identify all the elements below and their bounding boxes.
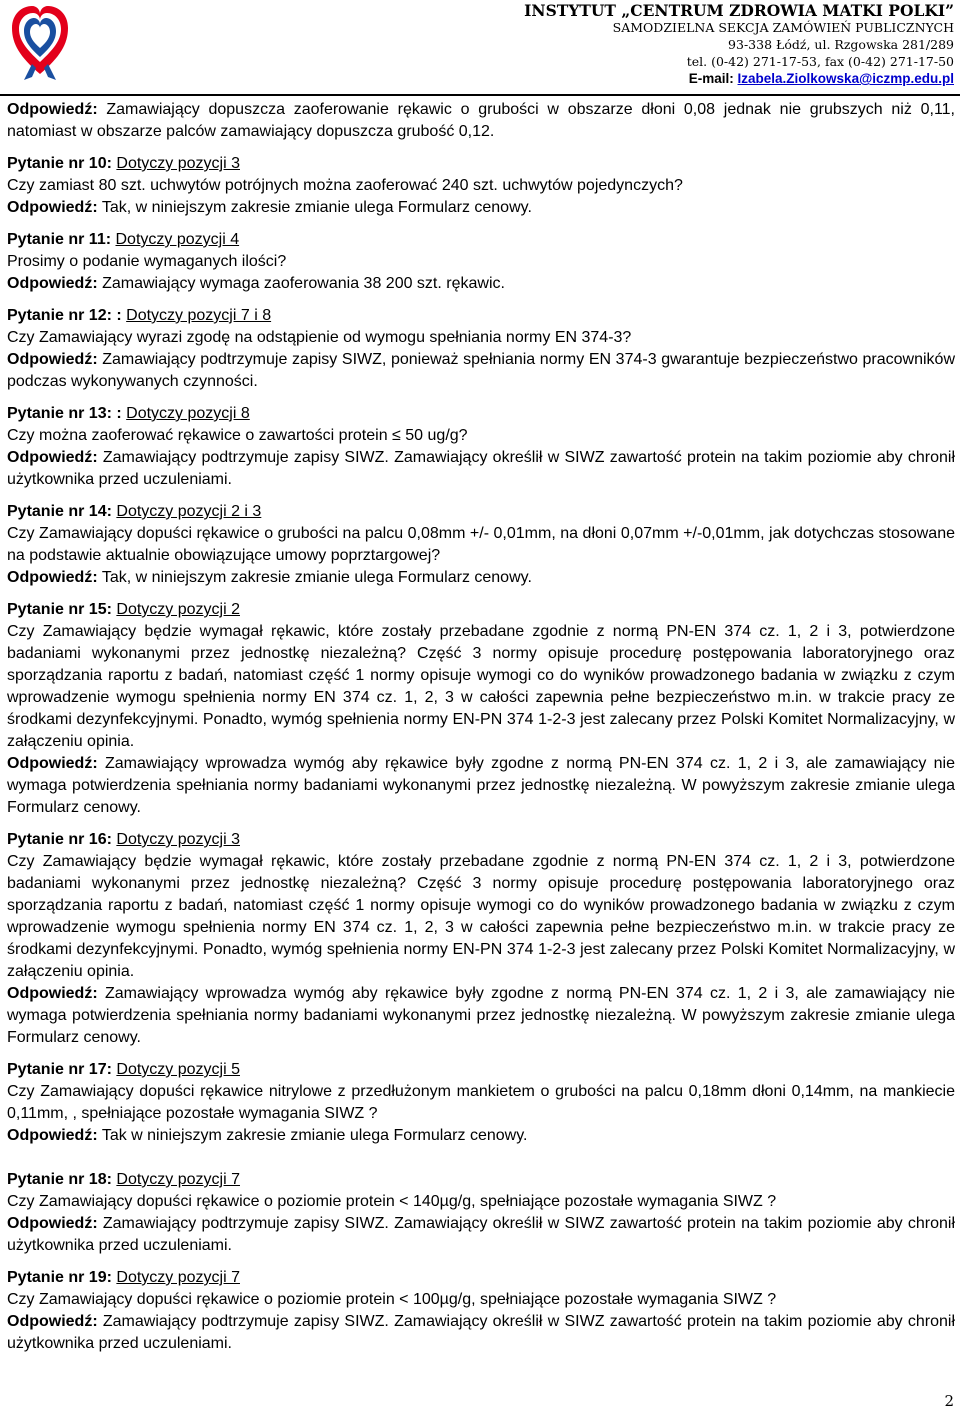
answer-text: Zamawiający wymaga zaoferowania 38 200 szt. rękawic. (97, 275, 505, 292)
answer-label: Odpowiedź: (7, 351, 98, 368)
answer-label: Odpowiedź: (7, 755, 98, 772)
header-divider (0, 94, 960, 96)
question-text: Czy Zamawiający dopuści rękawice nitrylowe z przedłużonym mankietem o grubości na palcu 0,18mm dłoni 0,14mm, na mankiecie 0,11mm, , spełniające pozostałe wymagania SIWZ ? (7, 1083, 955, 1122)
question-10 (7, 153, 955, 219)
answer-label: Odpowiedź: (7, 1313, 98, 1330)
question-label: Pytanie nr 14: (7, 503, 112, 520)
answer-text: Zamawiający podtrzymuje zapisy SIWZ. Zamawiający określił w SIWZ zawartość protein na takim poziomie aby chronił użytkownika przed uczuleniami. (7, 1215, 955, 1254)
question-ref: Dotyczy pozycji 2 (116, 601, 240, 618)
question-label: Pytanie nr 10: (7, 155, 112, 172)
question-15 (7, 599, 955, 819)
question-ref: Dotyczy pozycji 8 (126, 405, 250, 422)
question-label: Pytanie nr 11: (7, 231, 112, 248)
question-label: Pytanie nr 16: (7, 831, 112, 848)
question-14 (7, 501, 955, 589)
letterhead (0, 0, 960, 92)
question-text: Czy Zamawiający dopuści rękawice o poziomie protein < 140µg/g, spełniające pozostałe wymagania SIWZ ? (7, 1193, 777, 1210)
question-ref: Dotyczy pozycji 7 i 8 (126, 307, 272, 324)
answer-text: Zamawiający podtrzymuje zapisy SIWZ. Zamawiający określił w SIWZ zawartość protein na takim poziomie aby chronił użytkownika przed uczuleniami. (7, 1313, 955, 1352)
email-label: E-mail: (688, 71, 738, 86)
question-text: Czy zamiast 80 szt. uchwytów potrójnych można zaoferować 240 szt. uchwytów pojedynczych? (7, 177, 683, 194)
question-19 (7, 1267, 955, 1355)
answer-text: Tak, w niniejszym zakresie zmianie ulega Formularz cenowy. (97, 199, 532, 216)
question-text: Czy Zamawiający wyrazi zgodę na odstąpienie od wymogu spełniania normy EN 374-3? (7, 329, 632, 346)
answer-label: Odpowiedź: (7, 449, 98, 466)
question-label: Pytanie nr 12: : (7, 307, 122, 324)
answer-text: Zamawiający wprowadza wymóg aby rękawice były zgodne z normą PN-EN 374 cz. 1, 2 i 3, ale zamawiający nie wymaga potwierdzenia spełniania normy badaniami wykonanymi przez jednostkę niezależną. W powyższym zakresie zmianie ulega Formularz cenowy. (7, 755, 955, 816)
document-body (7, 99, 955, 1365)
question-18 (7, 1169, 955, 1257)
institute-name: INSTYTUT „CENTRUM ZDROWIA MATKI POLKI” (524, 1, 954, 20)
answer-text: Tak, w niniejszym zakresie zmianie ulega Formularz cenowy. (97, 569, 532, 586)
answer-label: Odpowiedź: (7, 275, 98, 292)
answer-label: Odpowiedź: (7, 985, 98, 1002)
question-text: Prosimy o podanie wymaganych ilości? (7, 253, 287, 270)
question-ref: Dotyczy pozycji 3 (116, 155, 240, 172)
answer-text: Zamawiający dopuszcza zaoferowanie rękawic o grubości w obszarze dłoni 0,08 jednak nie grubszych niż 0,11, natomiast w obszarze palców zamawiający dopuszcza grubość 0,12. (7, 101, 955, 140)
question-11 (7, 229, 955, 295)
question-13 (7, 403, 955, 491)
question-ref: Dotyczy pozycji 2 i 3 (116, 503, 262, 520)
question-label: Pytanie nr 13: : (7, 405, 122, 422)
question-text: Czy Zamawiający będzie wymagał rękawic, które zostały przebadane zgodnie z normą PN-EN 374 cz. 1, 2 i 3, potwierdzone badaniami wykonanymi przez jednostkę niezależną? Część 3 normy opisuje procedurę postępowania laboratoryjnego oraz sporządzania raportu z badań, natomiast część 1 normy opisuje wymogi co do wyników prowadzonego badania w związku z czym wprowadzenie wymogu spełnienia normy EN 374 cz. 1, 2, 3 w całości zapewnia pełne bezpieczeństwo m.in. w trakcie pracy ze środkami dezynfekcyjnymi. Ponadto, wymóg spełnienia normy EN-PN 374 1-2-3 jest zalecany przez Polski Komitet Normalizacyjny, w załączeniu opinia. (7, 853, 955, 980)
email-line (524, 70, 954, 87)
question-text: Czy można zaoferować rękawice o zawartości protein ≤ 50 ug/g? (7, 427, 468, 444)
answer-label: Odpowiedź: (7, 569, 98, 586)
question-ref: Dotyczy pozycji 3 (116, 831, 240, 848)
answer-text: Zamawiający podtrzymuje zapisy SIWZ. Zamawiający określił w SIWZ zawartość protein na takim poziomie aby chronił użytkownika przed uczuleniami. (7, 449, 955, 488)
phone-fax: tel. (0-42) 271-17-53, fax (0-42) 271-17-50 (686, 54, 954, 69)
question-label: Pytanie nr 15: (7, 601, 112, 618)
question-ref: Dotyczy pozycji 7 (116, 1171, 240, 1188)
page-number: 2 (944, 1392, 954, 1410)
question-label: Pytanie nr 17: (7, 1061, 112, 1078)
answer-text: Zamawiający podtrzymuje zapisy SIWZ, ponieważ spełniania normy EN 374-3 gwarantuje bezpieczeństwo pracowników podczas wykonywanych czynności. (7, 351, 955, 390)
less-or-equal-symbol: ≤ (392, 427, 401, 444)
question-text: Czy Zamawiający dopuści rękawice o grubości na palcu 0,08mm +/- 0,01mm, na dłoni 0,07mm +/-0,01mm, jak dotychczas stosowane na podstawie aktualnie obowiązujące umowy poprztargowej? (7, 525, 955, 564)
answer-label: Odpowiedź: (7, 1215, 98, 1232)
email-link[interactable]: Izabela.Ziolkowska@iczmp.edu.pl (737, 71, 954, 86)
answer-label: Odpowiedź: (7, 199, 98, 216)
answer-label: Odpowiedź: (7, 1127, 98, 1144)
question-label: Pytanie nr 18: (7, 1171, 112, 1188)
question-17 (7, 1059, 955, 1147)
answer-text: Tak w niniejszym zakresie zmianie ulega Formularz cenowy. (97, 1127, 528, 1144)
question-12 (7, 305, 955, 393)
question-text: Czy Zamawiający będzie wymagał rękawic, które zostały przebadane zgodnie z normą PN-EN 374 cz. 1, 2 i 3, potwierdzone badaniami wykonanymi przez jednostkę niezależną? Część 3 normy opisuje procedurę postępowania laboratoryjnego oraz sporządzania raportu z badań, natomiast część 1 normy opisuje wymogi co do wyników prowadzonego badania w związku z czym wprowadzenie wymogu spełnienia normy EN 374 cz. 1, 2, 3 w całości zapewnia pełne bezpieczeństwo m.in. w trakcie pracy ze środkami dezynfekcyjnymi. Ponadto, wymóg spełnienia normy EN-PN 374 1-2-3 jest zalecany przez Polski Komitet Normalizacyjny, w załączeniu opinia. (7, 623, 955, 750)
question-ref: Dotyczy pozycji 7 (116, 1269, 240, 1286)
question-label: Pytanie nr 19: (7, 1269, 112, 1286)
answer-text: Zamawiający wprowadza wymóg aby rękawice były zgodne z normą PN-EN 374 cz. 1, 2 i 3, ale zamawiający nie wymaga potwierdzenia spełniania normy badaniami wykonanymi przez jednostkę niezależną. W powyższym zakresie zmianie ulega Formularz cenowy. (7, 985, 955, 1046)
question-ref: Dotyczy pozycji 4 (115, 231, 240, 248)
heart-logo-icon (10, 2, 70, 82)
question-16 (7, 829, 955, 1049)
intro-answer (7, 99, 955, 143)
answer-label: Odpowiedź: (7, 101, 98, 118)
section-name: SAMODZIELNA SEKCJA ZAMÓWIEŃ PUBLICZNYCH (612, 20, 954, 35)
address: 93-338 Łódź, ul. Rzgowska 281/289 (728, 37, 954, 52)
question-ref: Dotyczy pozycji 5 (116, 1061, 240, 1078)
question-text: Czy Zamawiający dopuści rękawice o poziomie protein < 100µg/g, spełniające pozostałe wymagania SIWZ ? (7, 1291, 777, 1308)
